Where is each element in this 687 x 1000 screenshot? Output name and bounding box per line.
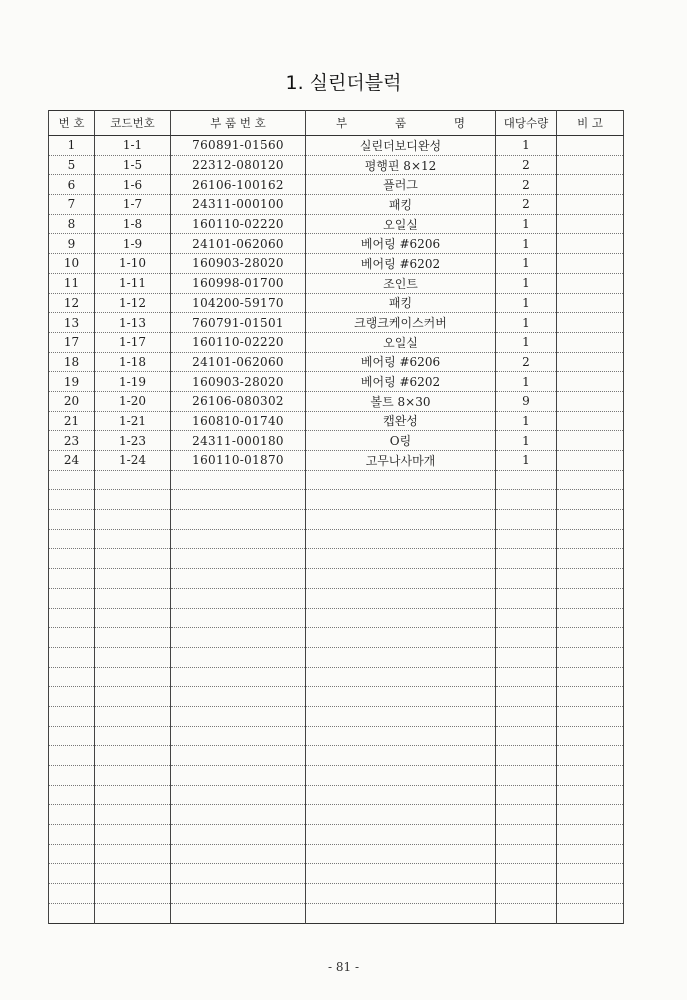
empty-cell [557,490,624,510]
cell-code: 1-18 [95,352,171,372]
empty-cell [306,529,496,549]
cell-part-no: 160903-28020 [171,372,306,392]
cell-qty: 1 [496,293,557,313]
empty-cell [49,805,95,825]
empty-cell [171,667,306,687]
cell-part-no: 760791-01501 [171,313,306,333]
cell-no: 11 [49,273,95,293]
cell-code: 1-17 [95,332,171,352]
empty-row [49,825,624,845]
empty-cell [496,490,557,510]
empty-row [49,549,624,569]
cell-code: 1-19 [95,372,171,392]
empty-cell [496,706,557,726]
header-code: 코드번호 [95,111,171,136]
empty-cell [496,549,557,569]
cell-no: 12 [49,293,95,313]
cell-remark [557,313,624,333]
empty-cell [171,569,306,589]
empty-cell [306,588,496,608]
empty-cell [95,608,171,628]
empty-cell [306,785,496,805]
cell-no: 18 [49,352,95,372]
empty-cell [95,825,171,845]
empty-cell [496,884,557,904]
cell-no: 1 [49,136,95,156]
empty-cell [171,903,306,923]
empty-row [49,706,624,726]
empty-cell [557,470,624,490]
empty-cell [557,667,624,687]
cell-qty: 1 [496,411,557,431]
empty-cell [49,510,95,530]
empty-cell [95,726,171,746]
cell-part-name: 크랭크케이스커버 [306,313,496,333]
empty-cell [95,588,171,608]
cell-qty: 1 [496,273,557,293]
empty-cell [49,785,95,805]
empty-cell [49,706,95,726]
table-row [49,431,624,451]
cell-part-name: 베어링 #6202 [306,254,496,274]
empty-cell [49,647,95,667]
cell-part-no: 22312-080120 [171,155,306,175]
empty-cell [306,706,496,726]
empty-row [49,844,624,864]
empty-cell [306,608,496,628]
cell-no: 19 [49,372,95,392]
empty-cell [49,490,95,510]
table-row [49,313,624,333]
empty-row [49,903,624,923]
empty-cell [557,746,624,766]
cell-part-no: 160110-02220 [171,332,306,352]
cell-part-name: 평행핀 8×12 [306,155,496,175]
cell-remark [557,332,624,352]
cell-remark [557,391,624,411]
empty-cell [557,529,624,549]
cell-part-name: 조인트 [306,273,496,293]
empty-cell [496,667,557,687]
cell-remark [557,214,624,234]
cell-no: 20 [49,391,95,411]
empty-row [49,608,624,628]
cell-part-name: 패킹 [306,293,496,313]
empty-cell [171,726,306,746]
empty-cell [49,529,95,549]
cell-no: 24 [49,451,95,471]
empty-cell [496,844,557,864]
table-row [49,391,624,411]
cell-part-name: 패킹 [306,195,496,215]
empty-cell [306,549,496,569]
empty-cell [171,647,306,667]
cell-qty: 2 [496,175,557,195]
empty-cell [95,864,171,884]
empty-cell [171,825,306,845]
empty-cell [49,726,95,746]
empty-cell [306,864,496,884]
cell-remark [557,293,624,313]
empty-cell [496,628,557,648]
cell-remark [557,451,624,471]
empty-cell [557,706,624,726]
cell-part-no: 160110-02220 [171,214,306,234]
empty-cell [306,884,496,904]
empty-cell [306,766,496,786]
empty-row [49,470,624,490]
empty-cell [49,864,95,884]
empty-cell [496,825,557,845]
cell-qty: 1 [496,214,557,234]
cell-part-no: 24101-062060 [171,352,306,372]
cell-part-name: 고무나사마개 [306,451,496,471]
empty-cell [557,569,624,589]
empty-cell [49,549,95,569]
empty-cell [49,903,95,923]
empty-cell [95,569,171,589]
empty-row [49,726,624,746]
cell-part-no: 24101-062060 [171,234,306,254]
empty-cell [306,470,496,490]
cell-code: 1-21 [95,411,171,431]
cell-part-name: 오일실 [306,214,496,234]
empty-row [49,687,624,707]
empty-cell [95,529,171,549]
empty-cell [49,667,95,687]
empty-row [49,785,624,805]
cell-code: 1-13 [95,313,171,333]
empty-cell [49,608,95,628]
empty-row [49,667,624,687]
empty-cell [171,785,306,805]
cell-no: 7 [49,195,95,215]
empty-cell [49,687,95,707]
empty-cell [306,667,496,687]
empty-cell [496,726,557,746]
empty-row [49,588,624,608]
cell-no: 6 [49,175,95,195]
page-number: - 81 - [327,960,359,974]
header-remark: 비 고 [557,111,624,136]
table-row [49,411,624,431]
table-row [49,332,624,352]
empty-cell [95,844,171,864]
empty-cell [557,628,624,648]
empty-row [49,884,624,904]
cell-qty: 1 [496,136,557,156]
cell-remark [557,352,624,372]
empty-cell [496,903,557,923]
cell-part-name: 캡완성 [306,411,496,431]
cell-part-no: 104200-59170 [171,293,306,313]
empty-cell [95,805,171,825]
empty-cell [95,706,171,726]
empty-cell [557,884,624,904]
empty-cell [171,588,306,608]
cell-no: 8 [49,214,95,234]
cell-qty: 2 [496,195,557,215]
empty-cell [496,805,557,825]
page-title: 1. 실린더블럭 [285,72,402,94]
empty-row [49,805,624,825]
empty-cell [171,805,306,825]
table-row [49,254,624,274]
cell-no: 21 [49,411,95,431]
empty-cell [496,746,557,766]
empty-cell [95,746,171,766]
empty-cell [496,470,557,490]
empty-cell [49,628,95,648]
header-part-no: 부 품 번 호 [171,111,306,136]
empty-cell [171,706,306,726]
empty-row [49,490,624,510]
cell-qty: 1 [496,372,557,392]
empty-cell [496,647,557,667]
cell-remark [557,136,624,156]
cell-remark [557,273,624,293]
empty-cell [557,903,624,923]
cell-remark [557,155,624,175]
empty-cell [306,510,496,530]
empty-cell [557,805,624,825]
empty-cell [95,647,171,667]
cell-qty: 1 [496,254,557,274]
empty-cell [557,647,624,667]
cell-part-name: 베어링 #6202 [306,372,496,392]
empty-cell [306,825,496,845]
table-row [49,155,624,175]
header-qty: 대당수량 [496,111,557,136]
cell-part-no: 160998-01700 [171,273,306,293]
header-part-name-3: 명 [453,116,465,130]
cell-part-name: 실린더보디완성 [306,136,496,156]
cell-code: 1-12 [95,293,171,313]
cell-code: 1-23 [95,431,171,451]
empty-cell [49,884,95,904]
cell-code: 1-24 [95,451,171,471]
cell-part-name: 베어링 #6206 [306,234,496,254]
empty-row [49,529,624,549]
empty-cell [557,766,624,786]
empty-cell [171,628,306,648]
empty-cell [49,470,95,490]
cell-remark [557,234,624,254]
table-row [49,234,624,254]
empty-cell [306,805,496,825]
empty-cell [49,588,95,608]
cell-qty: 1 [496,234,557,254]
empty-cell [171,864,306,884]
cell-remark [557,254,624,274]
empty-cell [171,470,306,490]
cell-remark [557,175,624,195]
empty-cell [171,549,306,569]
empty-cell [95,766,171,786]
cell-part-no: 760891-01560 [171,136,306,156]
table-row [49,214,624,234]
empty-row [49,510,624,530]
cell-remark [557,195,624,215]
cell-part-name: O링 [306,431,496,451]
table-row [49,273,624,293]
empty-cell [557,785,624,805]
cell-part-no: 160810-01740 [171,411,306,431]
empty-cell [496,687,557,707]
cell-qty: 1 [496,313,557,333]
empty-cell [557,510,624,530]
empty-cell [171,510,306,530]
header-part-name [306,111,496,136]
cell-no: 13 [49,313,95,333]
cell-part-name: 베어링 #6206 [306,352,496,372]
cell-part-no: 26106-080302 [171,391,306,411]
empty-row [49,647,624,667]
empty-cell [171,490,306,510]
empty-cell [171,608,306,628]
cell-code: 1-20 [95,391,171,411]
empty-cell [49,825,95,845]
empty-cell [557,588,624,608]
empty-cell [557,726,624,746]
empty-cell [95,510,171,530]
header-part-name-2: 품 [394,116,407,130]
empty-cell [306,746,496,766]
empty-cell [496,569,557,589]
cell-qty: 2 [496,352,557,372]
empty-cell [496,510,557,530]
empty-cell [306,647,496,667]
cell-part-no: 24311-000180 [171,431,306,451]
cell-qty: 2 [496,155,557,175]
cell-code: 1-10 [95,254,171,274]
empty-cell [171,746,306,766]
empty-cell [95,667,171,687]
cell-no: 10 [49,254,95,274]
empty-cell [306,490,496,510]
empty-row [49,864,624,884]
empty-row [49,628,624,648]
empty-cell [49,766,95,786]
empty-cell [49,746,95,766]
empty-cell [306,569,496,589]
cell-no: 9 [49,234,95,254]
table-row [49,293,624,313]
empty-cell [496,608,557,628]
table-row [49,136,624,156]
empty-row [49,766,624,786]
empty-row [49,746,624,766]
empty-cell [171,687,306,707]
empty-cell [49,569,95,589]
empty-cell [557,825,624,845]
parts-table [48,110,624,924]
cell-code: 1-11 [95,273,171,293]
empty-row [49,569,624,589]
cell-qty: 9 [496,391,557,411]
empty-cell [171,529,306,549]
empty-cell [496,588,557,608]
empty-cell [496,785,557,805]
cell-code: 1-8 [95,214,171,234]
empty-cell [496,766,557,786]
cell-code: 1-7 [95,195,171,215]
empty-cell [306,687,496,707]
cell-no: 17 [49,332,95,352]
table-row [49,175,624,195]
table-body [49,136,624,924]
cell-part-no: 160903-28020 [171,254,306,274]
empty-cell [95,903,171,923]
empty-cell [171,844,306,864]
empty-cell [557,549,624,569]
table-row [49,352,624,372]
empty-cell [496,864,557,884]
cell-remark [557,411,624,431]
table-row [49,451,624,471]
empty-cell [306,628,496,648]
empty-cell [171,766,306,786]
cell-remark [557,372,624,392]
empty-cell [306,903,496,923]
header-no: 번 호 [49,111,95,136]
cell-part-no: 160110-01870 [171,451,306,471]
cell-remark [557,431,624,451]
cell-part-no: 26106-100162 [171,175,306,195]
cell-no: 5 [49,155,95,175]
table-header-row [49,111,624,136]
cell-code: 1-6 [95,175,171,195]
cell-qty: 1 [496,332,557,352]
empty-cell [95,490,171,510]
empty-cell [557,864,624,884]
empty-cell [557,844,624,864]
table-row [49,195,624,215]
cell-part-name: 볼트 8×30 [306,391,496,411]
empty-cell [496,529,557,549]
cell-code: 1-1 [95,136,171,156]
empty-cell [171,884,306,904]
empty-cell [49,844,95,864]
table-row [49,372,624,392]
cell-code: 1-5 [95,155,171,175]
empty-cell [95,687,171,707]
empty-cell [95,470,171,490]
empty-cell [557,608,624,628]
empty-cell [95,549,171,569]
empty-cell [306,726,496,746]
cell-no: 23 [49,431,95,451]
cell-part-name: 플러그 [306,175,496,195]
empty-cell [557,687,624,707]
cell-qty: 1 [496,431,557,451]
header-part-name-1: 부 [336,116,348,130]
cell-part-name: 오일실 [306,332,496,352]
empty-cell [95,785,171,805]
cell-part-no: 24311-000100 [171,195,306,215]
empty-cell [95,628,171,648]
empty-cell [95,884,171,904]
cell-qty: 1 [496,451,557,471]
cell-code: 1-9 [95,234,171,254]
empty-cell [306,844,496,864]
